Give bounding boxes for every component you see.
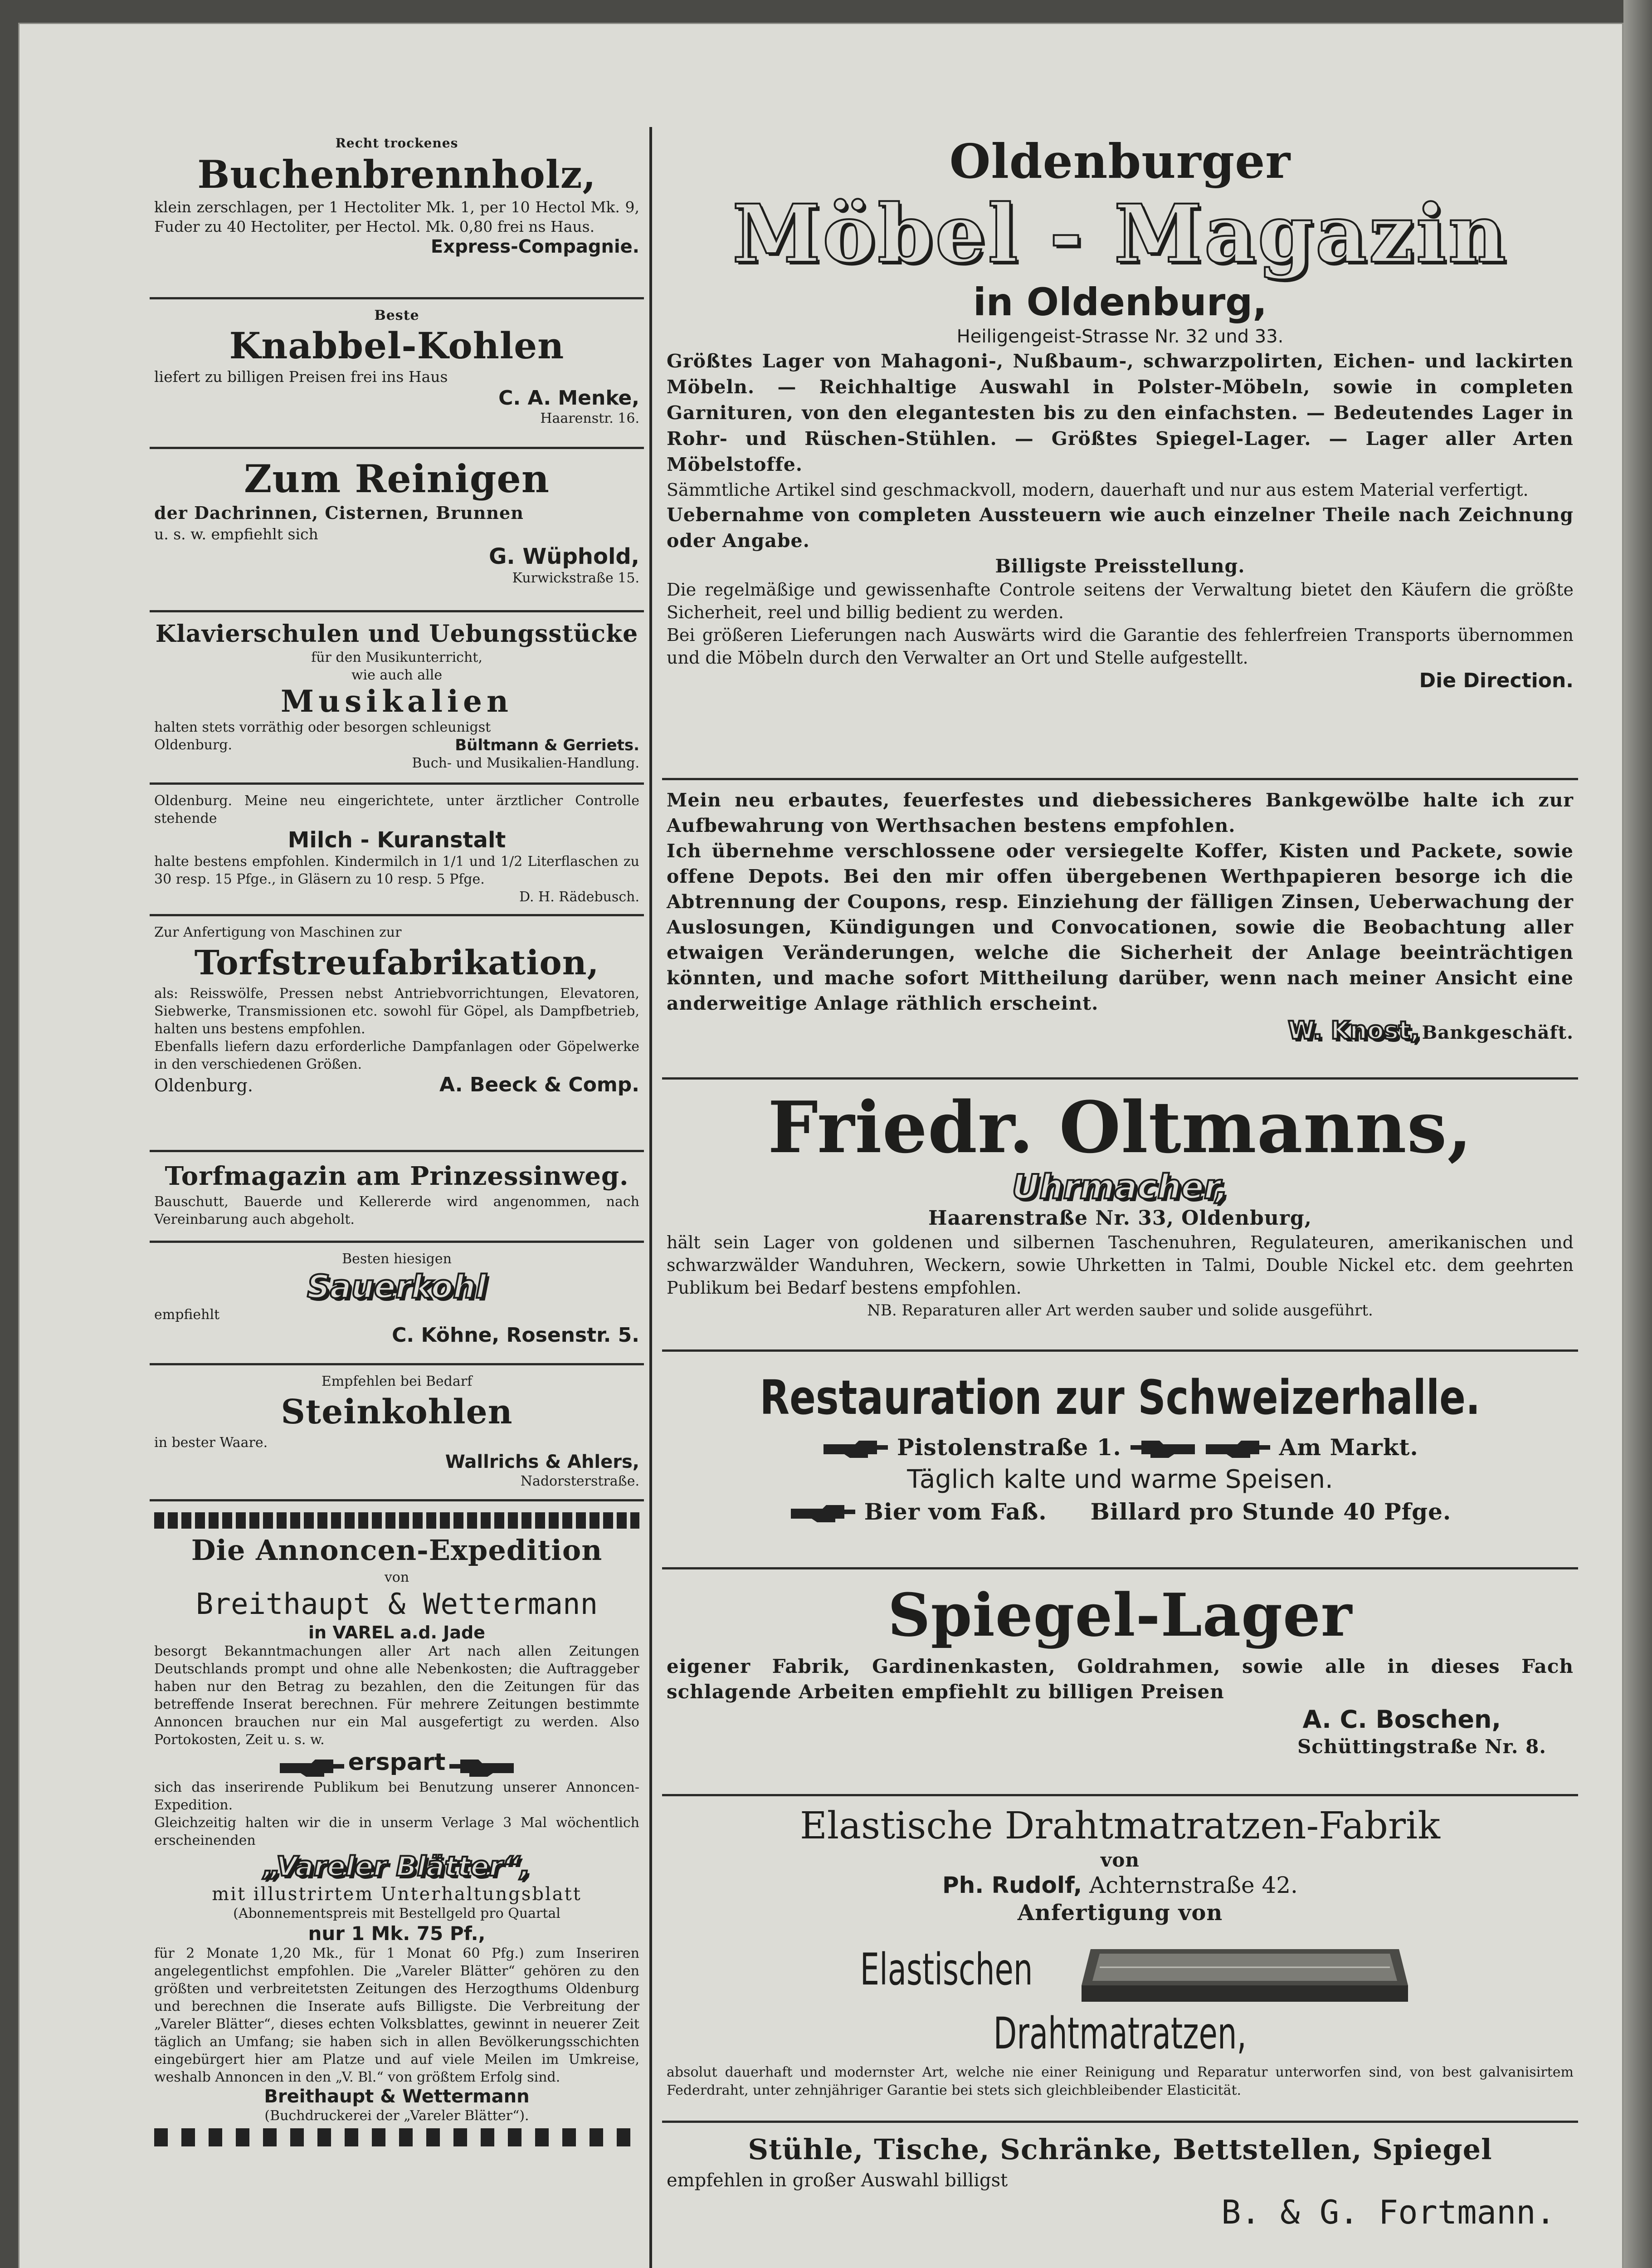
ad-address: Kurwickstraße 15.	[512, 570, 639, 586]
ad-body: u. s. w. empfiehlt sich	[154, 525, 318, 543]
ad-nb: NB. Reparaturen aller Art werden sauber und solide ausgeführt.	[867, 1301, 1373, 1320]
ad-oltmanns	[662, 1080, 1578, 1352]
pointing-hand-icon	[448, 1758, 516, 1779]
ad-body: hält sein Lager von goldenen und silbernen Taschenuhren, Regulateuren, amerikanischen und schwarzwälder Wanduhren, Weckern, sowie Uhrketten in Talmi, Double Nickel etc. dem geehrten Publikum bei Bedarf bestens empfohlen.	[667, 1232, 1574, 1298]
ad-title: Elastische Drahtmatratzen-Fabrik	[800, 1804, 1440, 1848]
ad-title: Sauerkohl	[307, 1268, 487, 1305]
ad-line: halten stets vorräthig oder besorgen schleunigst	[154, 719, 491, 735]
ad-title: Steinkohlen	[281, 1393, 513, 1432]
ad-torfmagazin	[150, 1152, 644, 1243]
ad-firm: G. Wüphold,	[488, 544, 639, 569]
ad-para: Ich übernehme verschlossene oder versiegelte Koffer, Kisten und Packete, sowie offene Depots. Bei den mir offen übergebenen Werthpapieren besorge ich die Abtrennung der Coupons, resp. Einziehung der fälligen Zinsen, Ueberwachung der Auslosungen, Kündigungen und Convocationen, sowie die Beobachtung aller etwaigen Veränderungen, welche die Sicherheit der Anlage beeinträchtigen könnten, und mache sofort Mittheilung darüber, wenn nach meiner Ansicht eine anderweitige Anlage räthlich erscheint.	[667, 840, 1574, 1014]
ad-schweizerhalle	[662, 1352, 1578, 1569]
ad-para: Billigste Preisstellung.	[995, 555, 1245, 577]
ad-firm-sub: Bankgeschäft.	[1422, 1022, 1574, 1043]
ad-beer: Bier vom Faß.	[864, 1498, 1047, 1525]
ad-title: Klavierschulen und Uebungsstücke	[155, 620, 638, 648]
ad-body: empfehlen in großer Auswahl billigst	[667, 2170, 1008, 2191]
ad-firm-row	[667, 1871, 1574, 1899]
pointing-hand-icon	[789, 1503, 857, 1524]
ad-location: Am Markt.	[1279, 1434, 1418, 1461]
ad-firm: C. A. Menke,	[498, 386, 639, 410]
column-divider	[649, 127, 652, 2268]
ad-address: Heiligengeist-Strasse Nr. 32 und 33.	[956, 326, 1284, 347]
ad-drahtmatratzen	[662, 1796, 1578, 2123]
ad-sign: Die Direction.	[1419, 669, 1574, 692]
ad-line: Täglich kalte und warme Speisen.	[907, 1465, 1333, 1494]
ad-sub: Buch- und Musikalien-Handlung.	[412, 755, 639, 771]
ad-firm: Breithaupt & Wettermann	[195, 1588, 598, 1621]
ad-buchenbrennholz	[150, 127, 644, 299]
ad-address: Schüttingstraße Nr. 8.	[1297, 1735, 1546, 1758]
ad-line: wie auch alle	[351, 667, 443, 683]
pointing-hand-icon	[1129, 1439, 1197, 1460]
ad-paper-title: „Vareler Blätter“,	[263, 1850, 531, 1882]
page-edge-shadow	[1623, 0, 1652, 2268]
ad-para: Die regelmäßige und gewissenhafte Controle seitens der Verwaltung bietet den Käufern die größte Sicherheit, reel und billig bedient zu werden.	[667, 580, 1574, 622]
ad-price: nur 1 Mk. 75 Pf.,	[308, 1922, 486, 1945]
ad-steinkohlen	[150, 1365, 644, 1501]
ad-sign-row	[154, 736, 639, 754]
ad-title: Torfmagazin am Prinzessinweg.	[165, 1161, 629, 1191]
ad-para: Mein neu erbautes, feuerfestes und diebessicheres Bankgewölbe halte ich zur Aufbewahrung von Werthsachen bestens empfohlen.	[667, 789, 1574, 836]
ad-title-row	[667, 1364, 1574, 1432]
ad-body: besorgt Bekanntmachungen aller Art nach allen Zeitungen Deutschlands prompt und ohne alle Nebenkosten; die Auftraggeber haben nur den Betrag zu bezahlen, den die Zeitungen für das betreffende Inserat berechnen. Für mehrere Zeitungen bestimmte Annoncen brauchen nur ein Mal ausgefertigt zu werden. Also Portokosten, Zeit u. s. w.	[154, 1643, 639, 1748]
ad-title: Möbel - Magazin	[732, 187, 1508, 281]
ad-erspart-row	[154, 1749, 639, 1779]
ad-body: Ebenfalls liefern dazu erforderliche Dampfanlagen oder Göpelwerke in den verschiedenen Größen.	[154, 1039, 639, 1072]
ad-body: absolut dauerhaft und modernster Art, welche nie einer Reinigung und Reparatur unterworfen sind, von best galvanisirtem Federdraht, unter zehnjähriger Garantie bei stets sich gleichbleibender Elasticität.	[667, 2064, 1574, 2098]
ad-firm: A. Beeck & Comp.	[439, 1073, 639, 1096]
ad-torfstreufabrikation	[150, 916, 644, 1152]
mattress-illustration	[1072, 1931, 1417, 2008]
ad-firm: C. Köhne, Rosenstr. 5.	[392, 1324, 639, 1347]
ad-para: Bei größeren Lieferungen nach Auswärts wird die Garantie des fehlerfreien Transports übernommen und die Möbeln durch den Verwalter an Ort und Stelle aufgestellt.	[667, 625, 1574, 668]
left-column	[150, 127, 644, 2268]
ad-address: Haarenstr. 16.	[540, 411, 639, 426]
decorative-border	[154, 2128, 639, 2146]
ad-zum-reinigen	[150, 449, 644, 612]
right-column	[662, 127, 1578, 2268]
ad-title: Friedr. Oltmanns,	[768, 1086, 1472, 1169]
ad-knabbel-kohlen	[150, 299, 644, 449]
ad-intro: Zur Anfertigung von Maschinen zur	[154, 924, 402, 940]
ad-city: Oldenburg.	[154, 1075, 253, 1095]
ad-firm: B. & G. Fortmann.	[1221, 2193, 1555, 2231]
ad-body: sich das inserirende Publikum bei Benutzung unserer Annoncen-Expedition.	[154, 1779, 639, 1813]
ad-body: Gleichzeitig halten wir die in unserm Verlage 3 Mal wöchentlich erscheinenden	[154, 1814, 639, 1848]
ad-address: Achternstraße 42.	[1089, 1872, 1298, 1898]
ad-body: empfiehlt	[154, 1307, 220, 1323]
ad-top-line: Beste	[374, 308, 419, 323]
ad-line1: Oldenburger	[949, 133, 1291, 189]
ad-para: Uebernahme von completen Aussteuern wie auch einzelner Theile nach Zeichnung oder Angabe.	[667, 504, 1574, 552]
decorative-border	[154, 1512, 639, 1529]
ad-place: in VAREL a.d. Jade	[308, 1623, 485, 1642]
ad-annoncen-expedition	[150, 1501, 644, 2182]
ad-address: Nadorsterstraße.	[520, 1473, 639, 1489]
ad-firm: A. C. Boschen,	[1302, 1705, 1501, 1734]
ad-bottom-row	[667, 1496, 1574, 1528]
ad-big-word: Musikalien	[281, 684, 513, 719]
ad-body: für 2 Monate 1,20 Mk., für 1 Monat 60 Pfg.) zum Inseriren angelegentlichst empfohlen. Die „Vareler Blätter“ gehören zu den größten und verbreitetsten Zeitungen des Herzogthums Oldenburg und berechnen die Inserate aufs Billigste. Die Verbreitung der „Vareler Blätter“, dieses echten Volksblattes, gewinnt in neuerer Zeit täglich an Umfang; sie haben sich in allen Bevölkerungsschichten eingebürgert hier am Platze und auf viele Meilen im Umkreise, weshalb Annoncen in den „V. Bl.“ von größtem Erfolg sind.	[154, 1945, 639, 2085]
ad-intro: Oldenburg. Meine neu eingerichtete, unter ärztlicher Controlle stehende	[154, 793, 639, 826]
ad-location: Pistolenstraße 1.	[897, 1434, 1121, 1461]
ad-milch-kuranstalt	[150, 785, 644, 916]
ad-sub: mit illustrirtem Unterhaltungsblatt	[212, 1883, 582, 1905]
ad-firm: Wallrichs & Ahlers,	[445, 1452, 639, 1472]
ad-body: eigener Fabrik, Gardinenkasten, Goldrahmen, sowie alle in dieses Fach schlagende Arbeiten empfiehlt zu billigen Preisen	[667, 1655, 1574, 1703]
ad-line: Anfertigung von	[1017, 1900, 1223, 1926]
ad-title: Knabbel-Kohlen	[229, 324, 565, 367]
ad-line: für den Musikunterricht,	[311, 650, 482, 665]
ad-firm: D. H. Rädebusch.	[519, 889, 639, 905]
ad-sign-row	[667, 1016, 1574, 1045]
ad-fortmann	[662, 2123, 1578, 2250]
ad-sign: Breithaupt & Wettermann	[264, 2086, 530, 2107]
ad-para: Größtes Lager von Mahagoni-, Nußbaum-, schwarzpolirten, Eichen- und lackirten Möbeln. — Reichhaltige Auswahl in Polster-Möbeln, sowie in completen Garnituren, von den elegantesten bis zu den einfachsten. — Bedeutendes Lager in Rohr- und Rüschen-Stühlen. — Größtes Spiegel-Lager. — Lager aller Arten Möbelstoffe.	[667, 350, 1574, 475]
ad-knost-bank	[662, 780, 1578, 1080]
ad-sign-sub: (Buchdruckerei der „Vareler Blätter“).	[264, 2107, 529, 2124]
ad-body: halte bestens empfohlen. Kindermilch in 1/1 und 1/2 Literflaschen zu 30 resp. 15 Pfge., in Gläsern zu 10 resp. 5 Pfge.	[154, 854, 639, 887]
ad-location-row	[667, 1432, 1574, 1463]
pointing-hand-icon	[822, 1439, 890, 1460]
ad-body: liefert zu billigen Preisen frei ins Haus	[154, 368, 448, 386]
ad-para: Sämmtliche Artikel sind geschmackvoll, modern, dauerhaft und nur aus estem Material verfertigt.	[667, 480, 1529, 500]
pointing-hand-icon	[278, 1758, 346, 1779]
ad-body: als: Reisswölfe, Pressen nebst Antriebvorrichtungen, Elevatoren, Siebwerke, Transmissionen etc. sowohl für Göpel, als Dampfbetrieb, halten uns bestens empfohlen.	[154, 986, 639, 1037]
ad-firm: W. Knost,	[1288, 1016, 1420, 1045]
ad-top-line: Recht trockenes	[335, 136, 458, 151]
ad-firm: Ph. Rudolf,	[942, 1872, 1082, 1898]
ad-body: klein zerschlagen, per 1 Hectoliter Mk. 1, per 10 Hectol Mk. 9, Fuder zu 40 Hectoliter, per Hectol. Mk. 0,80 frei ns Haus.	[154, 198, 639, 235]
ad-body: Bauschutt, Bauerde und Kellererde wird angenommen, nach Vereinbarung auch abgeholt.	[154, 1194, 639, 1227]
ad-sign-row	[154, 1073, 639, 1096]
ad-sauerkohl	[150, 1243, 644, 1365]
ad-title: Buchenbrennholz,	[197, 152, 596, 197]
ad-sub: (Abonnementspreis mit Bestellgeld pro Quartal	[233, 1905, 560, 1921]
ad-left-word: Elastischen	[860, 1944, 1033, 1995]
ad-billard: Billard pro Stunde 40 Pfge.	[1090, 1498, 1452, 1525]
ad-top-line: Empfehlen bei Bedarf	[321, 1374, 473, 1389]
newspaper-page	[18, 23, 1623, 2268]
ad-firm: Express-Compagnie.	[430, 236, 639, 257]
ad-right-word: Drahtmatratzen,	[993, 2008, 1247, 2059]
ad-body: der Dachrinnen, Cisternen, Brunnen	[154, 503, 524, 523]
pointing-hand-icon	[1204, 1439, 1272, 1460]
ad-title: Die Annoncen-Expedition	[191, 1534, 603, 1567]
ad-title: Restauration zur Schweizerhalle.	[760, 1370, 1481, 1425]
ad-address: Haarenstraße Nr. 33, Oldenburg,	[928, 1207, 1312, 1230]
ad-title: Zum Reinigen	[244, 456, 550, 501]
ad-firm: Bültmann & Gerriets.	[455, 736, 639, 754]
ad-title: Spiegel-Lager	[887, 1580, 1353, 1650]
ad-von: von	[1101, 1849, 1140, 1871]
ad-von: von	[384, 1569, 409, 1585]
ad-erspart: erspart	[348, 1749, 446, 1776]
ad-musikalien	[150, 612, 644, 785]
ad-top-line: Besten hiesigen	[342, 1251, 452, 1267]
ad-moebel-magazin	[662, 127, 1578, 780]
ad-image-row	[667, 1931, 1574, 2059]
ad-title: Milch - Kuranstalt	[288, 827, 506, 853]
ad-city: Oldenburg.	[154, 737, 233, 753]
ad-sub: Uhrmacher,	[1012, 1168, 1228, 1207]
ad-title: Stühle, Tische, Schränke, Bettstellen, Spiegel	[748, 2133, 1492, 2166]
ad-line3: in Oldenburg,	[973, 280, 1267, 324]
ad-title: Torfstreufabrikation,	[194, 943, 599, 982]
ad-spiegel-lager	[662, 1569, 1578, 1796]
ad-body: in bester Waare.	[154, 1435, 268, 1451]
